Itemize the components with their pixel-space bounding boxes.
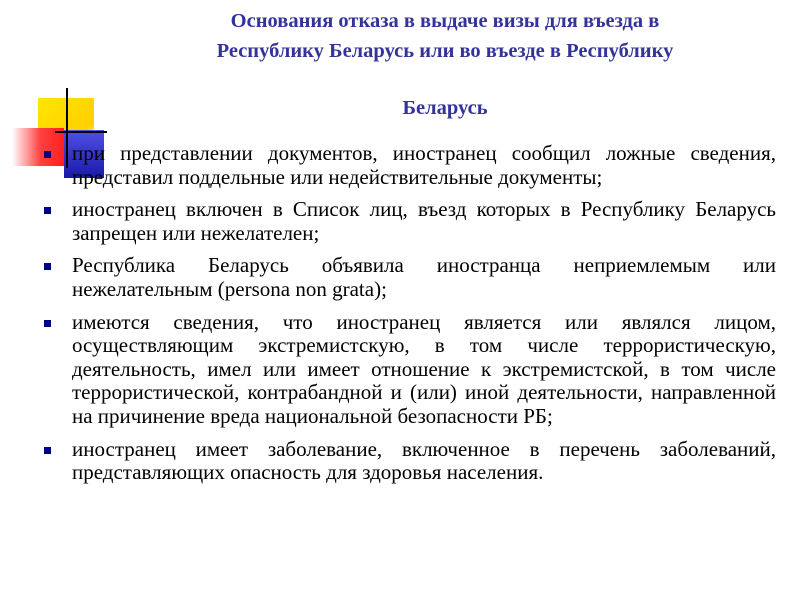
list-item-text: иностранец включен в Список лиц, въезд которых в Республику Беларусь запрещен или нежелателен; <box>72 197 776 245</box>
list-item-text: Республика Беларусь объявила иностранца неприемлемым или нежелательным (persona non grata); <box>72 253 776 301</box>
list-item-text: иностранец имеет заболевание, включенное в перечень заболеваний, представляющих опасность для здоровья населения. <box>72 436 776 485</box>
list-item-text: имеются сведения, что иностранец является или являлся лицом, осуществляющим экстремистскую, в том числе террористическую, деятельность, имел или имеет отношение к экстремистской, в том числе террористической, контрабандной и (или) иной деятельности, направленной на причинение вреда национальной безопасности РБ; <box>72 309 776 428</box>
bullet-icon <box>44 320 51 327</box>
bullet-icon <box>44 207 51 214</box>
list-item <box>42 311 776 429</box>
list-item <box>42 198 776 245</box>
list-item <box>42 142 776 189</box>
bullet-icon <box>44 151 51 158</box>
list-item <box>42 438 776 485</box>
title-line-1: Основания отказа в выдаче визы для въезда в <box>230 10 660 32</box>
bullet-icon <box>44 263 51 270</box>
horizontal-line <box>55 131 107 133</box>
list-item-text: при представлении документов, иностранец сообщил ложные сведения, представил поддельные или недействительные документы; <box>72 141 776 189</box>
title-line-2: Республику Беларусь или во въезде в Республику <box>216 40 674 62</box>
list-item <box>42 254 776 301</box>
bullet-list <box>42 142 776 494</box>
title-line-3: Беларусь <box>402 97 488 119</box>
bullet-icon <box>44 447 51 454</box>
slide-title <box>120 6 770 123</box>
